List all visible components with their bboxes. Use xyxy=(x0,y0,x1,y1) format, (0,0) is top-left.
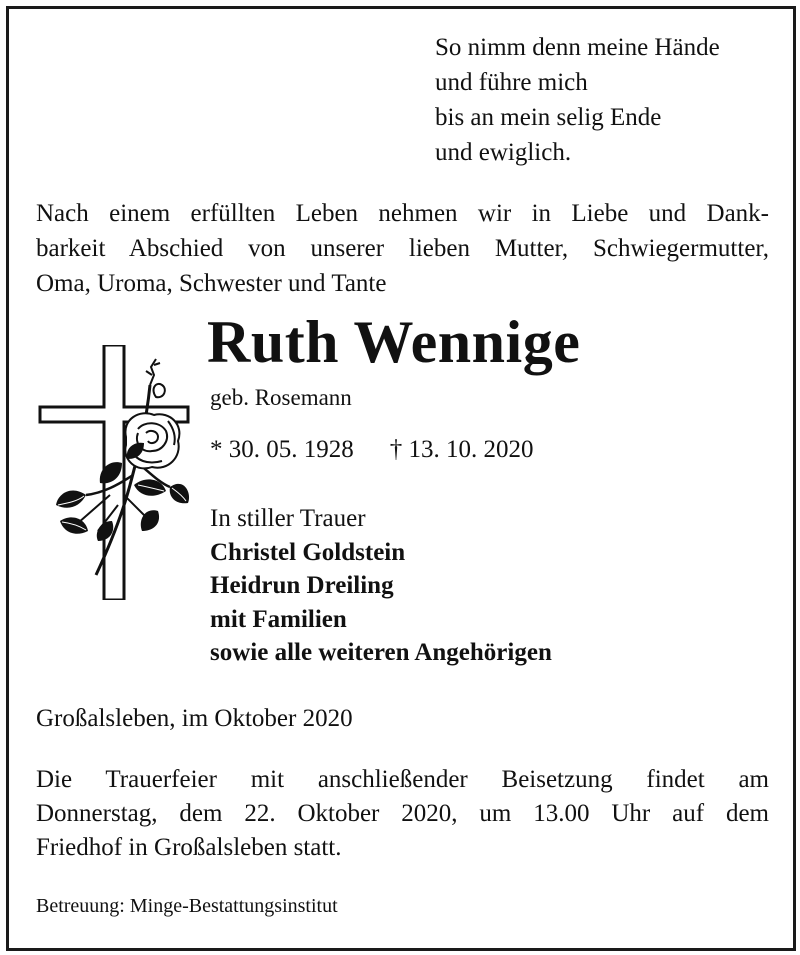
verse-line: und führe mich xyxy=(435,69,588,96)
verse xyxy=(435,30,720,170)
intro-line: barkeit Abschied von unserer lieben Mutter, Schwiegermutter, xyxy=(36,235,769,262)
intro-line: Oma, Uroma, Schwester und Tante xyxy=(36,270,387,297)
mourner-name: Heidrun Dreiling xyxy=(210,572,394,599)
verse-line: und ewiglich. xyxy=(435,139,572,166)
funeral-line: Die Trauerfeier mit anschließender Beisetzung findet am xyxy=(36,766,769,793)
mourner-name: mit Familien xyxy=(210,605,347,633)
deceased-name: Ruth Wennige xyxy=(207,309,581,375)
funeral-line: Donnerstag, dem 22. Oktober 2020, um 13.00 Uhr auf dem xyxy=(36,800,769,827)
funeral-home-credit: Betreuung: Minge-Bestattungsinstitut xyxy=(36,895,338,917)
birth-date: * 30. 05. 1928 xyxy=(210,436,354,463)
mourner-name: sowie alle weiteren Angehörigen xyxy=(210,639,552,666)
mourners-intro: In stiller Trauer xyxy=(210,505,366,532)
funeral-line: Friedhof in Großalsleben statt. xyxy=(36,834,342,861)
place-date: Großalsleben, im Oktober 2020 xyxy=(36,705,353,732)
death-date: † 13. 10. 2020 xyxy=(389,436,534,463)
verse-line: So nimm denn meine Hände xyxy=(435,34,720,61)
intro-text xyxy=(36,196,769,301)
funeral-notice xyxy=(36,763,769,865)
life-dates xyxy=(210,433,534,467)
maiden-name: geb. Rosemann xyxy=(210,385,352,410)
cross-with-rose-icon xyxy=(38,345,190,600)
intro-line: Nach einem erfüllten Leben nehmen wir in Liebe und Dank- xyxy=(36,200,769,227)
mourner-name: Christel Goldstein xyxy=(210,538,406,566)
verse-line: bis an mein selig Ende xyxy=(435,104,662,131)
mourners xyxy=(210,502,552,670)
